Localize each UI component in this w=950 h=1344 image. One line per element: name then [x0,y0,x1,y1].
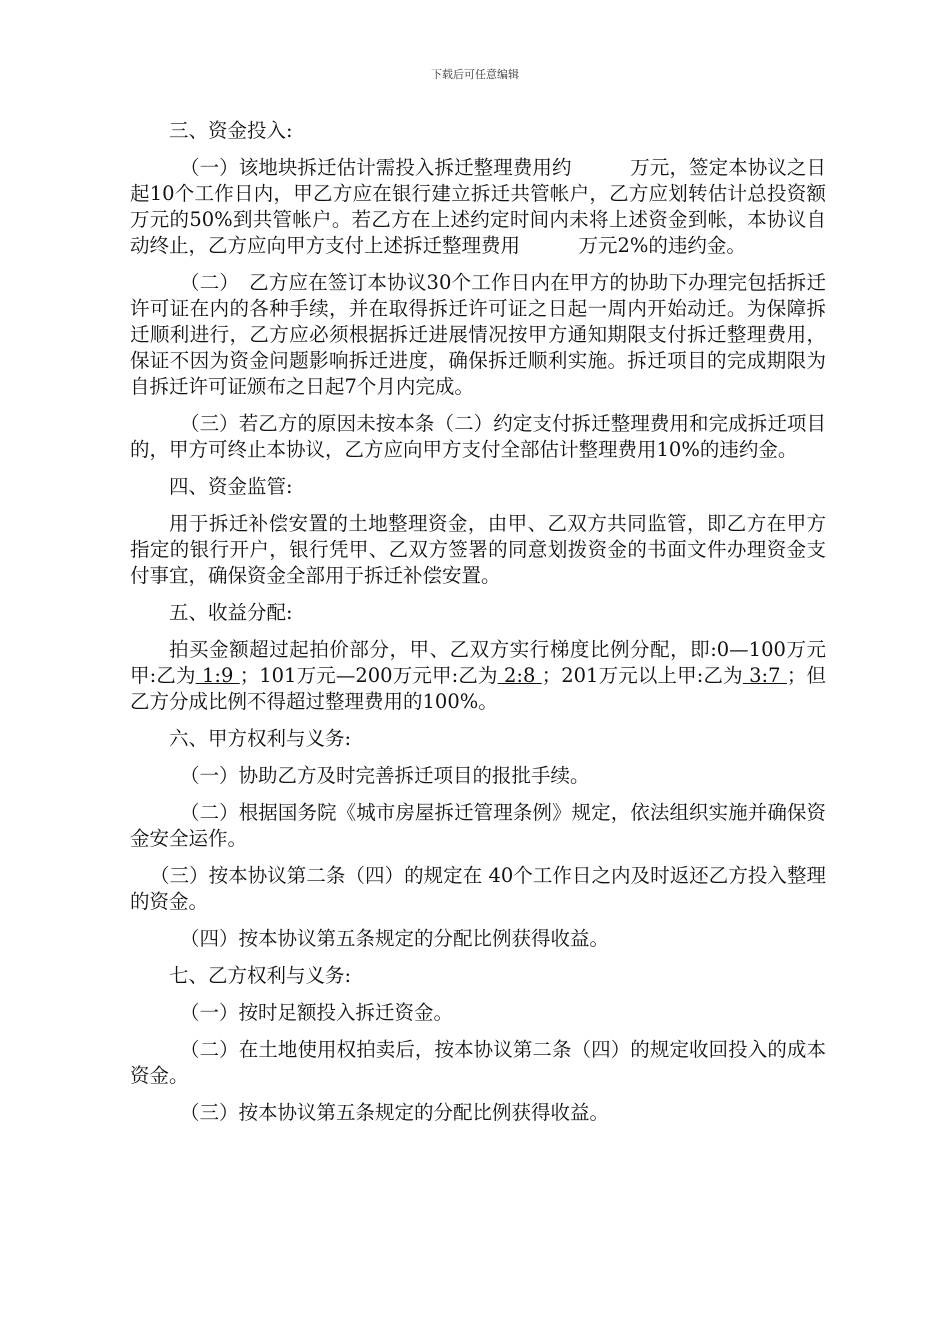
profit-text-c: ；201万元以上甲:乙为 [541,664,743,687]
ratio-1: 1:9 [195,664,240,687]
section-5-paragraph-1 [130,637,826,715]
ratio-3: 3:7 [742,664,787,687]
section-4-paragraph-1: 用于拆迁补偿安置的土地整理资金，由甲、乙双方共同监管，即乙方在甲方指定的银行开户，银行凭甲、乙双方签署的同意划拨资金的书面文件办理资金支付事宜，确保资金全部用于拆迁补偿安置。 [130,512,826,587]
section-3-paragraph-2: （二） 乙方应在签订本协议30个工作日内在甲方的协助下办理完包括拆迁许可证在内的各种手续，并在取得拆迁许可证之日起一周内开始动迁。为保障拆迁顺利进行，乙方应必须根据拆迁进展情况按甲方通知期限支付拆迁整理费用，保证不因为资金问题影响拆迁进度，确保拆迁顺利实施。拆迁项目的完成期限为自拆迁许可证颁布之日起7个月内完成。 [130,271,826,398]
header-note: 下载后可任意编辑 [431,68,519,81]
profit-text-a: 拍买金额超过起拍价部分，甲、乙双方实行梯度比例分配，即:0—100万元甲:乙为 [130,638,826,687]
section-4-title: 四、资金监管: [169,475,293,498]
section-3-paragraph-3: （三）若乙方的原因未按本条（二）约定支付拆迁整理费用和完成拆迁项目的，甲方可终止本协议，乙方应向甲方支付全部估计整理费用10%的违约金。 [130,412,826,461]
section-7-title: 七、乙方权利与义务: [169,964,352,987]
section-6-paragraph-2: （二）根据国务院《城市房屋拆迁管理条例》规定，依法组织实施并确保资金安全运作。 [130,801,826,850]
section-6-paragraph-4: （四）按本协议第五条规定的分配比例获得收益。 [180,927,610,950]
section-6-title: 六、甲方权利与义务: [169,727,352,750]
section-6-paragraph-3: （三）按本协议第二条（四）的规定在 40个工作日之内及时返还乙方投入整理的资金。 [130,864,826,913]
section-7-paragraph-1: （一）按时足额投入拆迁资金。 [180,1001,454,1024]
section-7-paragraph-3: （三）按本协议第五条规定的分配比例获得收益。 [180,1101,610,1124]
profit-text-b: ；101万元—200万元甲:乙为 [239,664,498,687]
ratio-2: 2:8 [497,664,542,687]
section-3-paragraph-1: （一）该地块拆迁估计需投入拆迁整理费用约 万元，签定本协议之日起10个工作日内，甲乙方应在银行建立拆迁共管帐户，乙方应划转估计总投资额 万元的50%到共管帐户。若乙方在上述约定时间内未将上述资金到帐，本协议自动终止，乙方应向甲方支付上述拆迁整理费用 万元2%的违约金。 [130,156,885,257]
section-3-title: 三、资金投入: [169,119,293,142]
section-6-paragraph-1: （一）协助乙方及时完善拆迁项目的报批手续。 [180,764,590,787]
section-7-paragraph-2: （二）在土地使用权拍卖后，按本协议第二条（四）的规定收回投入的成本资金。 [130,1038,826,1087]
profit-text-d: ；但乙方分成比例不得超过整理费用的100%。 [130,664,827,713]
section-5-title: 五、收益分配: [169,601,293,624]
document-body [130,118,885,1137]
